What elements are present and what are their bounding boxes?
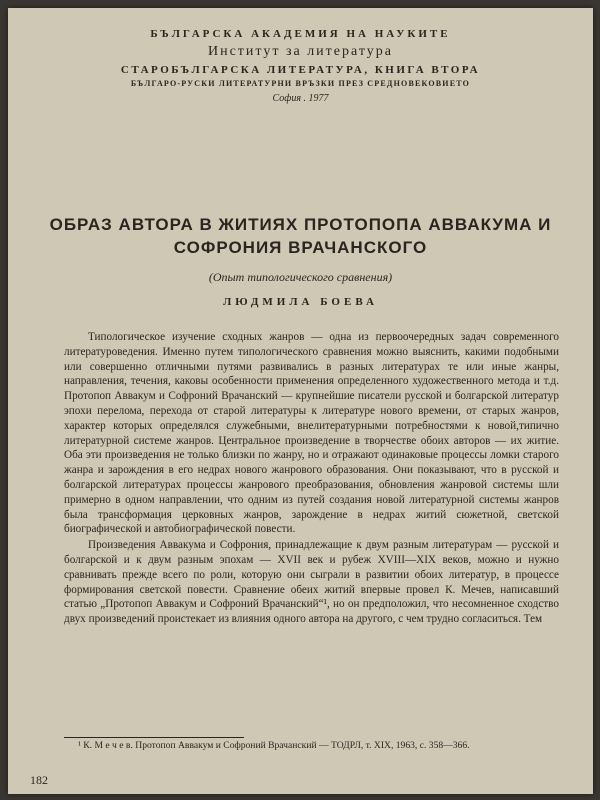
publication-header [8, 28, 593, 105]
institute-name: Институт за литература [207, 44, 394, 60]
body-paragraph: Типологическое изучение сходных жанров — одна из первоочередных задач современного литературоведения. Именно путем типологического сравнения можно выяснить, какими подобными или совершенно отличными путями развивались в разных литературах те или иные жанры, направления, течения, каковы особенности применения определенного художественного метода и т.д. Протопоп Аввакум и Софроний Врачанский — крупнейшие писатели русской и болгарской литератур эпохи перелома, перехода от старой литературы к литературе нового времени, от старых жанров, характер которых определялся служебными, внелитературными потребностями к новой,типично литературной системе жанров. Центральное произведение в творчестве обоих авторов — их житие. Оба эти произведения не только близки по жанру, но и отражают одинаковые процессы ломки старого жанра и зарождения в его недрах нового жанрового образования. Они показывают, что в русской и болгарской литературах процессы жанрового преобразования, обновления жанровой системы шли примерно в одном направлении, что одним из путей создания новой литературной системы жанров была трансформация церковных жанров, зарождение в недрах житий сюжетной, светской биографической и автобиографической повести. [64, 331, 559, 536]
series-title: СТАРОБЪЛГАРСКА ЛИТЕРАТУРА, КНИГА ВТОРА [120, 63, 481, 76]
article-author: ЛЮДМИЛА БОЕВА [223, 296, 378, 308]
volume-topic: БЪЛГАРО-РУСКИ ЛИТЕРАТУРНИ ВРЪЗКИ ПРЕЗ СРЕДНОВЕКОВИЕТО [130, 79, 471, 89]
book-page [8, 8, 593, 794]
article-body [64, 330, 559, 627]
body-paragraph: Произведения Аввакума и Софрония, принадлежащие к двум разным литературам — русской и болгарской и к двум разным эпохам — XVII век и рубеж XVIII—XIX веков, можно и нужно сравнивать прежде всего по роли, которую они сыграли в развитии обоих литератур, в процессе формирования светской повести. Сравнение обеих житий впервые провел К. Мечев, написавший статью „Протопоп Аввакум и Софроний Врачанский“¹, но он предположил, что несомненное сходство двух произведений проистекает из влияния одного автора на другого, с чем трудно согласиться. Тем [64, 539, 559, 626]
footnote-divider [64, 737, 244, 738]
place-year: София . 1977 [272, 92, 329, 104]
article-title: ОБРАЗ АВТОРА В ЖИТИЯХ ПРОТОПОПА АВВАКУМА И СОФРОНИЯ ВРАЧАНСКОГО [49, 215, 552, 257]
academy-name: БЪЛГАРСКА АКАДЕМИЯ НА НАУКИТЕ [150, 28, 451, 40]
article-subtitle: (Опыт типологического сравнения) [208, 270, 393, 284]
footnote: ¹ К. М е ч е в. Протопоп Аввакум и Софроний Врачанский — ТОДРЛ, т. XIX, 1963, с. 358—366. [78, 740, 470, 751]
page-number: 182 [30, 773, 48, 787]
